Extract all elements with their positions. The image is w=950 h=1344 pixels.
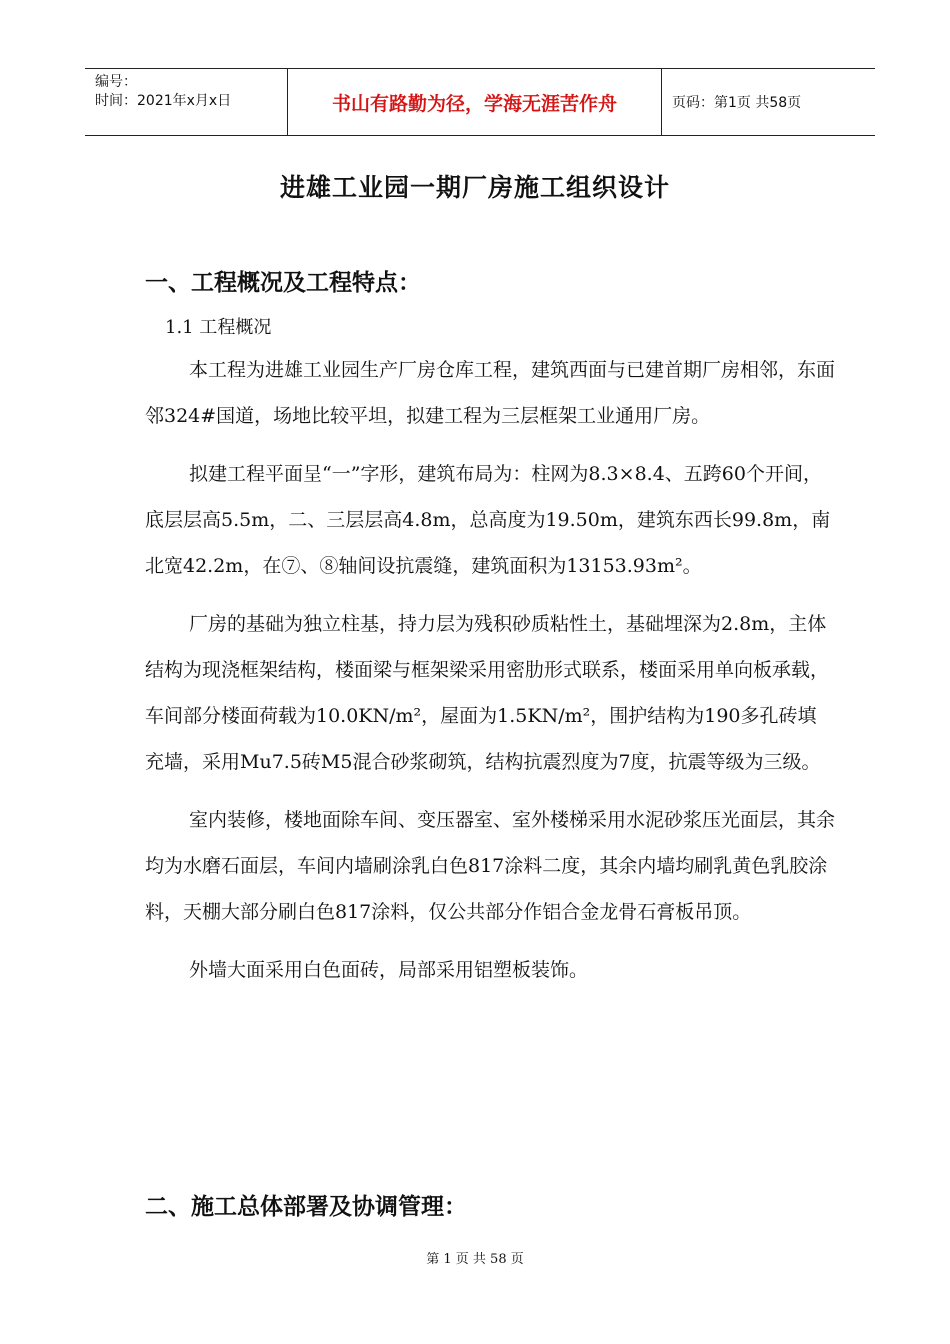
number-label: 编号： (95, 74, 137, 90)
paragraph: 本工程为进雄工业园生产厂房仓库工程，建筑西面与已建首期厂房相邻，东面邻324#国道，场地比较平坦，拟建工程为三层框架工业通用厂房。 (145, 359, 836, 427)
section-heading-1: 一、工程概况及工程特点： (145, 270, 421, 296)
header-meta (85, 69, 287, 135)
page-footer: 第 1 页 共 58 页 (426, 1252, 524, 1267)
time-label: 时间：2021年x月x日 (95, 93, 232, 109)
paragraph: 拟建工程平面呈“一”字形，建筑布局为：柱网为8.3×8.4、五跨60个开间，底层层高5.5m，二、三层层高4.8m，总高度为19.50m，建筑东西长99.8m，南北宽42.2m，在⑦、⑧轴间设抗震缝，建筑面积为13153.93m²。 (145, 463, 831, 577)
document-title: 进雄工业园一期厂房施工组织设计 (279, 173, 670, 202)
page-header (85, 68, 875, 136)
paragraph: 外墙大面采用白色面砖，局部采用铝塑板装饰。 (189, 959, 589, 981)
section-heading-2: 二、施工总体部署及协调管理： (145, 1194, 467, 1220)
paragraph: 厂房的基础为独立柱基，持力层为残积砂质粘性土，基础埋深为2.8m，主体结构为现浇框架结构，楼面梁与框架梁采用密肋形式联系，楼面采用单向板承载，车间部分楼面荷载为10.0KN/m²，屋面为1.5KN/m²，围护结构为190多孔砖填充墙，采用Mu7.5砖M5混合砂浆砌筑，结构抗震烈度为7度，抗震等级为三级。 (145, 613, 830, 773)
header-motto: 书山有路勤为径，学海无涯苦作舟 (287, 69, 662, 135)
section-1-body (145, 347, 835, 1005)
paragraph: 室内装修，楼地面除车间、变压器室、室外楼梯采用水泥砂浆压光面层，其余均为水磨石面层，车间内墙刷涂乳白色817涂料二度，其余内墙均刷乳黄色乳胶涂料，天棚大部分刷白色817涂料，仅公共部分作铝合金龙骨石膏板吊顶。 (145, 809, 836, 923)
subsection-heading-1-1: 1.1 工程概况 (165, 317, 272, 338)
header-page-info: 页码：第1页 共58页 (672, 95, 802, 111)
